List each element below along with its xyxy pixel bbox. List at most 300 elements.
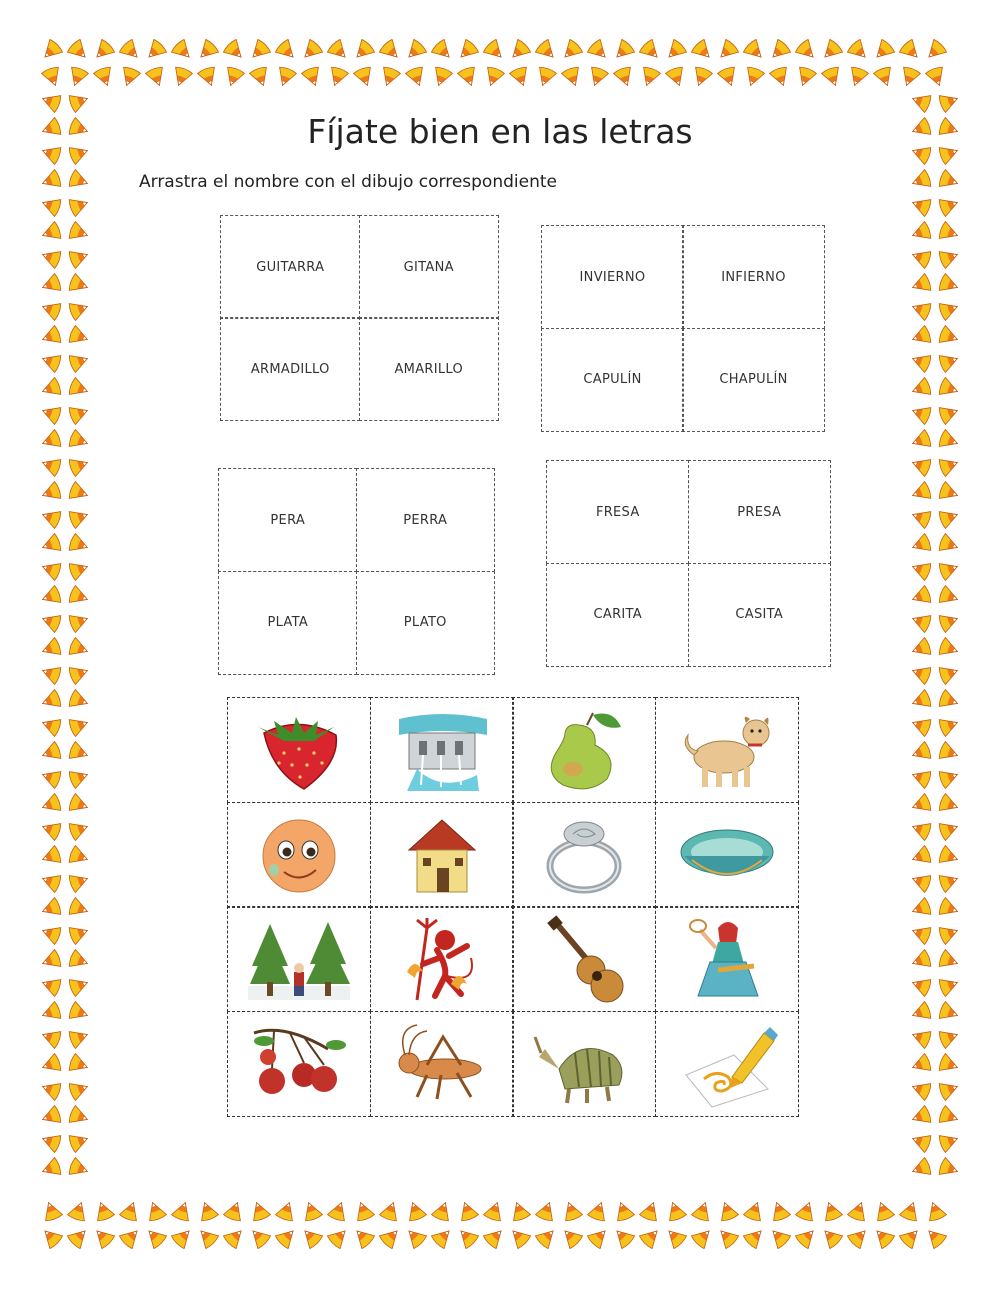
cherries-icon bbox=[244, 1019, 354, 1109]
candy-corn-icon bbox=[68, 974, 91, 997]
candy-corn-icon bbox=[717, 66, 740, 89]
candy-corn-icon bbox=[938, 246, 961, 269]
candy-corn-icon bbox=[910, 637, 933, 660]
candy-corn-icon bbox=[586, 1225, 611, 1250]
candy-corn-icon bbox=[40, 169, 63, 192]
candy-corn-icon bbox=[68, 1130, 91, 1153]
candy-corn-icon bbox=[938, 793, 961, 816]
candy-corn-icon bbox=[275, 1200, 298, 1223]
candy-corn-icon bbox=[938, 818, 961, 841]
candy-corn-icon bbox=[794, 38, 819, 63]
candy-corn-icon bbox=[40, 402, 63, 425]
candy-corn-icon bbox=[938, 585, 961, 608]
candy-corn-icon bbox=[68, 897, 91, 920]
candy-corn-icon bbox=[938, 1001, 961, 1024]
candy-corn-icon bbox=[509, 66, 532, 89]
candy-corn-icon bbox=[68, 194, 91, 217]
candy-corn-icon bbox=[910, 1105, 933, 1128]
word-card[interactable]: PERRA bbox=[356, 468, 495, 572]
candy-corn-icon bbox=[910, 870, 933, 893]
candy-corn-icon bbox=[938, 870, 961, 893]
drop-zone[interactable] bbox=[512, 906, 656, 1012]
candy-corn-icon bbox=[40, 793, 63, 816]
candy-corn-icon bbox=[68, 350, 91, 373]
candy-corn-icon bbox=[40, 689, 63, 712]
smiling-face-icon bbox=[244, 810, 354, 900]
candy-corn-icon bbox=[223, 1200, 246, 1223]
word-card[interactable]: CHAPULÍN bbox=[682, 328, 825, 432]
word-group-2 bbox=[542, 226, 824, 431]
candy-corn-icon bbox=[248, 1200, 271, 1223]
candy-corn-icon bbox=[690, 1225, 715, 1250]
drop-zone[interactable] bbox=[370, 802, 514, 908]
candy-corn-icon bbox=[769, 66, 792, 89]
drop-zone[interactable] bbox=[655, 1011, 799, 1117]
word-card[interactable]: FRESA bbox=[546, 460, 689, 564]
candy-corn-icon bbox=[222, 66, 245, 89]
candy-corn-icon bbox=[910, 766, 933, 789]
candy-corn-icon bbox=[910, 169, 933, 192]
candy-corn-icon bbox=[170, 66, 193, 89]
candy-corn-icon bbox=[910, 350, 933, 373]
word-group-3 bbox=[219, 469, 494, 674]
candy-corn-icon bbox=[68, 169, 91, 192]
candy-corn-icon bbox=[403, 38, 428, 63]
candy-corn-icon bbox=[871, 1225, 896, 1250]
candy-corn-icon bbox=[483, 1200, 506, 1223]
word-card[interactable]: CAPULÍN bbox=[541, 328, 684, 432]
candy-corn-icon bbox=[613, 66, 636, 89]
winter-trees-icon bbox=[244, 914, 354, 1004]
candy-corn-icon bbox=[430, 38, 455, 63]
candy-corn-icon bbox=[690, 38, 715, 63]
word-card[interactable]: INFIERNO bbox=[682, 225, 825, 329]
candy-corn-icon bbox=[68, 1078, 91, 1101]
candy-corn-icon bbox=[938, 1026, 961, 1049]
candy-corn-icon bbox=[534, 66, 557, 89]
word-card[interactable]: INVIERNO bbox=[541, 225, 684, 329]
candy-corn-icon bbox=[819, 1225, 844, 1250]
candy-corn-icon bbox=[821, 66, 844, 89]
candy-corn-icon bbox=[118, 1225, 143, 1250]
grasshopper-icon bbox=[387, 1019, 497, 1109]
candy-corn-icon bbox=[456, 1200, 479, 1223]
candy-corn-icon bbox=[274, 66, 297, 89]
candy-corn-icon bbox=[195, 1225, 220, 1250]
silver-ring-icon bbox=[529, 810, 639, 900]
candy-corn-icon bbox=[457, 66, 480, 89]
candy-corn-icon bbox=[938, 714, 961, 737]
candy-corn-icon bbox=[910, 1026, 933, 1049]
candy-corn-icon bbox=[405, 66, 428, 89]
candy-corn-icon bbox=[91, 1225, 116, 1250]
candy-corn-icon bbox=[68, 637, 91, 660]
candy-corn-icon bbox=[40, 662, 63, 685]
candy-corn-icon bbox=[938, 1105, 961, 1128]
candy-corn-icon bbox=[171, 1200, 194, 1223]
candy-corn-icon bbox=[379, 1200, 402, 1223]
candy-corn-icon bbox=[910, 506, 933, 529]
candy-corn-icon bbox=[247, 38, 272, 63]
candy-corn-icon bbox=[68, 429, 91, 452]
candy-corn-icon bbox=[67, 1200, 90, 1223]
candy-corn-icon bbox=[352, 1200, 375, 1223]
little-house-icon bbox=[387, 810, 497, 900]
candy-corn-icon bbox=[767, 1225, 792, 1250]
candy-corn-icon bbox=[68, 610, 91, 633]
candy-corn-icon bbox=[68, 949, 91, 972]
candy-corn-icon bbox=[938, 1157, 961, 1180]
candy-corn-icon bbox=[301, 66, 324, 89]
gypsy-icon bbox=[672, 914, 782, 1004]
candy-corn-icon bbox=[378, 66, 401, 89]
candy-corn-icon bbox=[691, 1200, 714, 1223]
candy-corn-icon bbox=[586, 66, 609, 89]
candy-corn-icon bbox=[561, 66, 584, 89]
candy-corn-icon bbox=[938, 1078, 961, 1101]
candy-corn-icon bbox=[847, 1200, 870, 1223]
candy-corn-icon bbox=[507, 1225, 532, 1250]
candy-corn-icon bbox=[40, 1001, 63, 1024]
candy-corn-icon bbox=[938, 766, 961, 789]
pear-icon bbox=[529, 705, 639, 795]
word-card[interactable]: GITANA bbox=[359, 215, 499, 319]
candy-corn-icon bbox=[899, 1200, 922, 1223]
candy-corn-icon bbox=[871, 38, 896, 63]
candy-corn-icon bbox=[846, 66, 869, 89]
candy-corn-icon bbox=[898, 38, 923, 63]
drop-zone[interactable] bbox=[227, 697, 371, 803]
candy-corn-icon bbox=[938, 637, 961, 660]
candy-corn-icon bbox=[715, 38, 740, 63]
candy-corn-icon bbox=[938, 350, 961, 373]
page-title: Fíjate bien en las letras bbox=[307, 112, 693, 151]
candy-corn-icon bbox=[40, 454, 63, 477]
candy-corn-icon bbox=[768, 1200, 791, 1223]
candy-corn-icon bbox=[663, 1225, 688, 1250]
candy-corn-icon bbox=[274, 38, 299, 63]
candy-corn-icon bbox=[938, 845, 961, 868]
candy-corn-icon bbox=[68, 481, 91, 504]
candy-corn-icon bbox=[327, 1200, 350, 1223]
word-card[interactable]: AMARILLO bbox=[359, 317, 499, 421]
candy-corn-icon bbox=[482, 38, 507, 63]
candy-corn-icon bbox=[197, 66, 220, 89]
candy-corn-icon bbox=[923, 1225, 948, 1250]
candy-corn-icon bbox=[170, 1225, 195, 1250]
candy-corn-icon bbox=[351, 1225, 376, 1250]
candy-corn-icon bbox=[910, 221, 933, 244]
candy-corn-icon bbox=[638, 66, 661, 89]
candy-corn-icon bbox=[910, 1053, 933, 1076]
candy-corn-icon bbox=[430, 66, 453, 89]
candy-corn-icon bbox=[938, 194, 961, 217]
candy-corn-icon bbox=[898, 1225, 923, 1250]
candy-corn-icon bbox=[195, 38, 220, 63]
candy-corn-icon bbox=[222, 1225, 247, 1250]
candy-corn-icon bbox=[40, 506, 63, 529]
candy-corn-icon bbox=[559, 38, 584, 63]
candy-corn-icon bbox=[910, 714, 933, 737]
candy-corn-icon bbox=[249, 66, 272, 89]
candy-corn-icon bbox=[68, 922, 91, 945]
candy-corn-icon bbox=[910, 246, 933, 269]
candy-corn-icon bbox=[938, 922, 961, 945]
candy-corn-icon bbox=[40, 1130, 63, 1153]
candy-corn-icon bbox=[40, 558, 63, 581]
candy-corn-icon bbox=[938, 454, 961, 477]
candy-corn-icon bbox=[910, 273, 933, 296]
candy-corn-icon bbox=[795, 1200, 818, 1223]
candy-corn-icon bbox=[351, 38, 376, 63]
word-card[interactable]: CASITA bbox=[688, 563, 831, 667]
candy-corn-icon bbox=[40, 325, 63, 348]
candy-corn-icon bbox=[910, 793, 933, 816]
candy-corn-icon bbox=[872, 1200, 895, 1223]
candy-corn-icon bbox=[66, 66, 89, 89]
candy-corn-icon bbox=[300, 1200, 323, 1223]
candy-corn-icon bbox=[68, 766, 91, 789]
candy-corn-icon bbox=[938, 533, 961, 556]
candy-corn-icon bbox=[938, 377, 961, 400]
candy-corn-icon bbox=[40, 766, 63, 789]
candy-corn-icon bbox=[40, 1026, 63, 1049]
candy-corn-icon bbox=[715, 1225, 740, 1250]
candy-corn-icon bbox=[938, 481, 961, 504]
candy-corn-icon bbox=[299, 38, 324, 63]
armadillo-icon bbox=[529, 1019, 639, 1109]
word-card[interactable]: PERA bbox=[218, 468, 357, 572]
candy-corn-icon bbox=[910, 481, 933, 504]
candy-corn-icon bbox=[938, 169, 961, 192]
candy-corn-icon bbox=[910, 1130, 933, 1153]
candy-corn-icon bbox=[326, 66, 349, 89]
candy-corn-icon bbox=[611, 38, 636, 63]
candy-corn-icon bbox=[93, 66, 116, 89]
candy-corn-icon bbox=[742, 38, 767, 63]
candy-corn-icon bbox=[508, 1200, 531, 1223]
candy-corn-icon bbox=[587, 1200, 610, 1223]
drop-zone[interactable] bbox=[655, 697, 799, 803]
candy-corn-icon bbox=[68, 793, 91, 816]
candy-corn-icon bbox=[68, 506, 91, 529]
candy-corn-icon bbox=[353, 66, 376, 89]
candy-corn-icon bbox=[716, 1200, 739, 1223]
candy-corn-icon bbox=[910, 922, 933, 945]
candy-corn-icon bbox=[925, 66, 948, 89]
word-card[interactable]: PLATA bbox=[218, 571, 357, 675]
candy-corn-icon bbox=[665, 66, 688, 89]
candy-corn-icon bbox=[910, 90, 933, 113]
candy-corn-icon bbox=[40, 194, 63, 217]
candy-corn-icon bbox=[40, 585, 63, 608]
candy-corn-icon bbox=[938, 402, 961, 425]
candy-corn-icon bbox=[326, 1225, 351, 1250]
drop-zone[interactable] bbox=[370, 906, 514, 1012]
candy-corn-icon bbox=[378, 1225, 403, 1250]
candy-corn-icon bbox=[846, 1225, 871, 1250]
candy-corn-icon bbox=[40, 1078, 63, 1101]
candy-corn-icon bbox=[40, 533, 63, 556]
candy-corn-icon bbox=[938, 90, 961, 113]
candy-corn-icon bbox=[40, 714, 63, 737]
candy-corn-icon bbox=[910, 298, 933, 321]
candy-corn-icon bbox=[68, 90, 91, 113]
candy-corn-icon bbox=[68, 402, 91, 425]
candy-corn-icon bbox=[40, 273, 63, 296]
candy-corn-icon bbox=[68, 273, 91, 296]
candy-corn-icon bbox=[68, 741, 91, 764]
candy-corn-icon bbox=[534, 38, 559, 63]
word-card[interactable]: GUITARRA bbox=[220, 215, 360, 319]
word-card[interactable]: CARITA bbox=[546, 563, 689, 667]
candy-corn-icon bbox=[39, 1225, 64, 1250]
candy-corn-icon bbox=[118, 38, 143, 63]
candy-corn-icon bbox=[247, 1225, 272, 1250]
candy-corn-icon bbox=[40, 610, 63, 633]
strawberry-icon bbox=[244, 705, 354, 795]
candy-corn-icon bbox=[40, 845, 63, 868]
picture-grid bbox=[228, 698, 798, 1116]
candy-corn-icon bbox=[144, 1200, 167, 1223]
candy-corn-icon bbox=[40, 870, 63, 893]
drop-zone[interactable] bbox=[227, 1011, 371, 1117]
candy-corn-icon bbox=[482, 66, 505, 89]
drop-zone[interactable] bbox=[227, 906, 371, 1012]
candy-corn-icon bbox=[910, 429, 933, 452]
drop-zone[interactable] bbox=[370, 1011, 514, 1117]
candy-corn-icon bbox=[299, 1225, 324, 1250]
candy-corn-icon bbox=[196, 1200, 219, 1223]
candy-corn-icon bbox=[742, 66, 765, 89]
devil-icon bbox=[387, 914, 497, 1004]
candy-corn-icon bbox=[143, 1225, 168, 1250]
candy-corn-icon bbox=[938, 325, 961, 348]
candy-corn-icon bbox=[923, 38, 948, 63]
candy-corn-icon bbox=[794, 66, 817, 89]
drop-zone[interactable] bbox=[512, 802, 656, 908]
candy-corn-icon bbox=[910, 1078, 933, 1101]
candy-corn-icon bbox=[68, 1001, 91, 1024]
candy-corn-icon bbox=[326, 38, 351, 63]
word-group-1 bbox=[221, 216, 498, 420]
candy-corn-icon bbox=[40, 377, 63, 400]
candy-corn-icon bbox=[910, 402, 933, 425]
candy-corn-icon bbox=[924, 1200, 947, 1223]
candy-corn-icon bbox=[938, 949, 961, 972]
candy-corn-icon bbox=[910, 662, 933, 685]
candy-corn-icon bbox=[68, 1105, 91, 1128]
candy-corn-icon bbox=[40, 429, 63, 452]
candy-corn-icon bbox=[910, 610, 933, 633]
drop-zone[interactable] bbox=[655, 906, 799, 1012]
candy-corn-icon bbox=[910, 585, 933, 608]
candy-corn-icon bbox=[68, 454, 91, 477]
guitar-icon bbox=[529, 914, 639, 1004]
candy-corn-icon bbox=[403, 1225, 428, 1250]
candy-corn-icon bbox=[938, 610, 961, 633]
candy-corn-icon bbox=[404, 1200, 427, 1223]
candy-corn-icon bbox=[119, 1200, 142, 1223]
candy-corn-icon bbox=[938, 273, 961, 296]
candy-corn-icon bbox=[742, 1225, 767, 1250]
candy-corn-icon bbox=[68, 845, 91, 868]
drop-zone[interactable] bbox=[655, 802, 799, 908]
candy-corn-icon bbox=[68, 689, 91, 712]
candy-corn-icon bbox=[820, 1200, 843, 1223]
candy-corn-icon bbox=[40, 350, 63, 373]
candy-corn-icon bbox=[222, 38, 247, 63]
candy-corn-icon bbox=[40, 974, 63, 997]
candy-corn-icon bbox=[846, 38, 871, 63]
drop-zone[interactable] bbox=[512, 1011, 656, 1117]
candy-corn-icon bbox=[910, 1001, 933, 1024]
candy-corn-icon bbox=[910, 949, 933, 972]
candy-corn-icon bbox=[68, 1053, 91, 1076]
candy-corn-icon bbox=[170, 38, 195, 63]
word-card[interactable]: PLATO bbox=[356, 571, 495, 675]
dog-icon bbox=[672, 705, 782, 795]
candy-corn-icon bbox=[91, 38, 116, 63]
candy-corn-icon bbox=[638, 1225, 663, 1250]
candy-corn-icon bbox=[910, 974, 933, 997]
word-card[interactable]: ARMADILLO bbox=[220, 317, 360, 421]
candy-corn-icon bbox=[638, 38, 663, 63]
candy-corn-icon bbox=[40, 298, 63, 321]
candy-corn-icon bbox=[68, 246, 91, 269]
candy-corn-icon bbox=[68, 558, 91, 581]
candy-corn-icon bbox=[40, 949, 63, 972]
candy-corn-icon bbox=[664, 1200, 687, 1223]
word-card[interactable]: PRESA bbox=[688, 460, 831, 564]
candy-corn-icon bbox=[743, 1200, 766, 1223]
candy-corn-icon bbox=[40, 1053, 63, 1076]
dam-icon bbox=[387, 705, 497, 795]
candy-corn-icon bbox=[938, 429, 961, 452]
candy-corn-icon bbox=[910, 454, 933, 477]
candy-corn-icon bbox=[68, 1157, 91, 1180]
candy-corn-icon bbox=[68, 818, 91, 841]
candy-corn-icon bbox=[430, 1225, 455, 1250]
candy-corn-icon bbox=[767, 38, 792, 63]
drop-zone[interactable] bbox=[227, 802, 371, 908]
candy-corn-icon bbox=[40, 481, 63, 504]
candy-corn-icon bbox=[938, 741, 961, 764]
candy-corn-icon bbox=[68, 221, 91, 244]
candy-corn-icon bbox=[898, 66, 921, 89]
candy-corn-icon bbox=[68, 533, 91, 556]
candy-corn-icon bbox=[68, 870, 91, 893]
candy-corn-icon bbox=[41, 66, 64, 89]
candy-corn-icon bbox=[910, 533, 933, 556]
candy-corn-icon bbox=[66, 1225, 91, 1250]
candy-corn-icon bbox=[586, 38, 611, 63]
drop-zone[interactable] bbox=[512, 697, 656, 803]
candy-corn-icon bbox=[143, 38, 168, 63]
candy-corn-icon bbox=[378, 38, 403, 63]
candy-corn-icon bbox=[910, 818, 933, 841]
candy-corn-icon bbox=[819, 38, 844, 63]
candy-corn-icon bbox=[938, 974, 961, 997]
candy-corn-icon bbox=[794, 1225, 819, 1250]
drop-zone[interactable] bbox=[370, 697, 514, 803]
candy-corn-icon bbox=[938, 897, 961, 920]
candy-corn-icon bbox=[938, 221, 961, 244]
candy-corn-icon bbox=[68, 1026, 91, 1049]
candy-corn-icon bbox=[535, 1200, 558, 1223]
candy-corn-icon bbox=[40, 246, 63, 269]
candy-corn-icon bbox=[910, 689, 933, 712]
